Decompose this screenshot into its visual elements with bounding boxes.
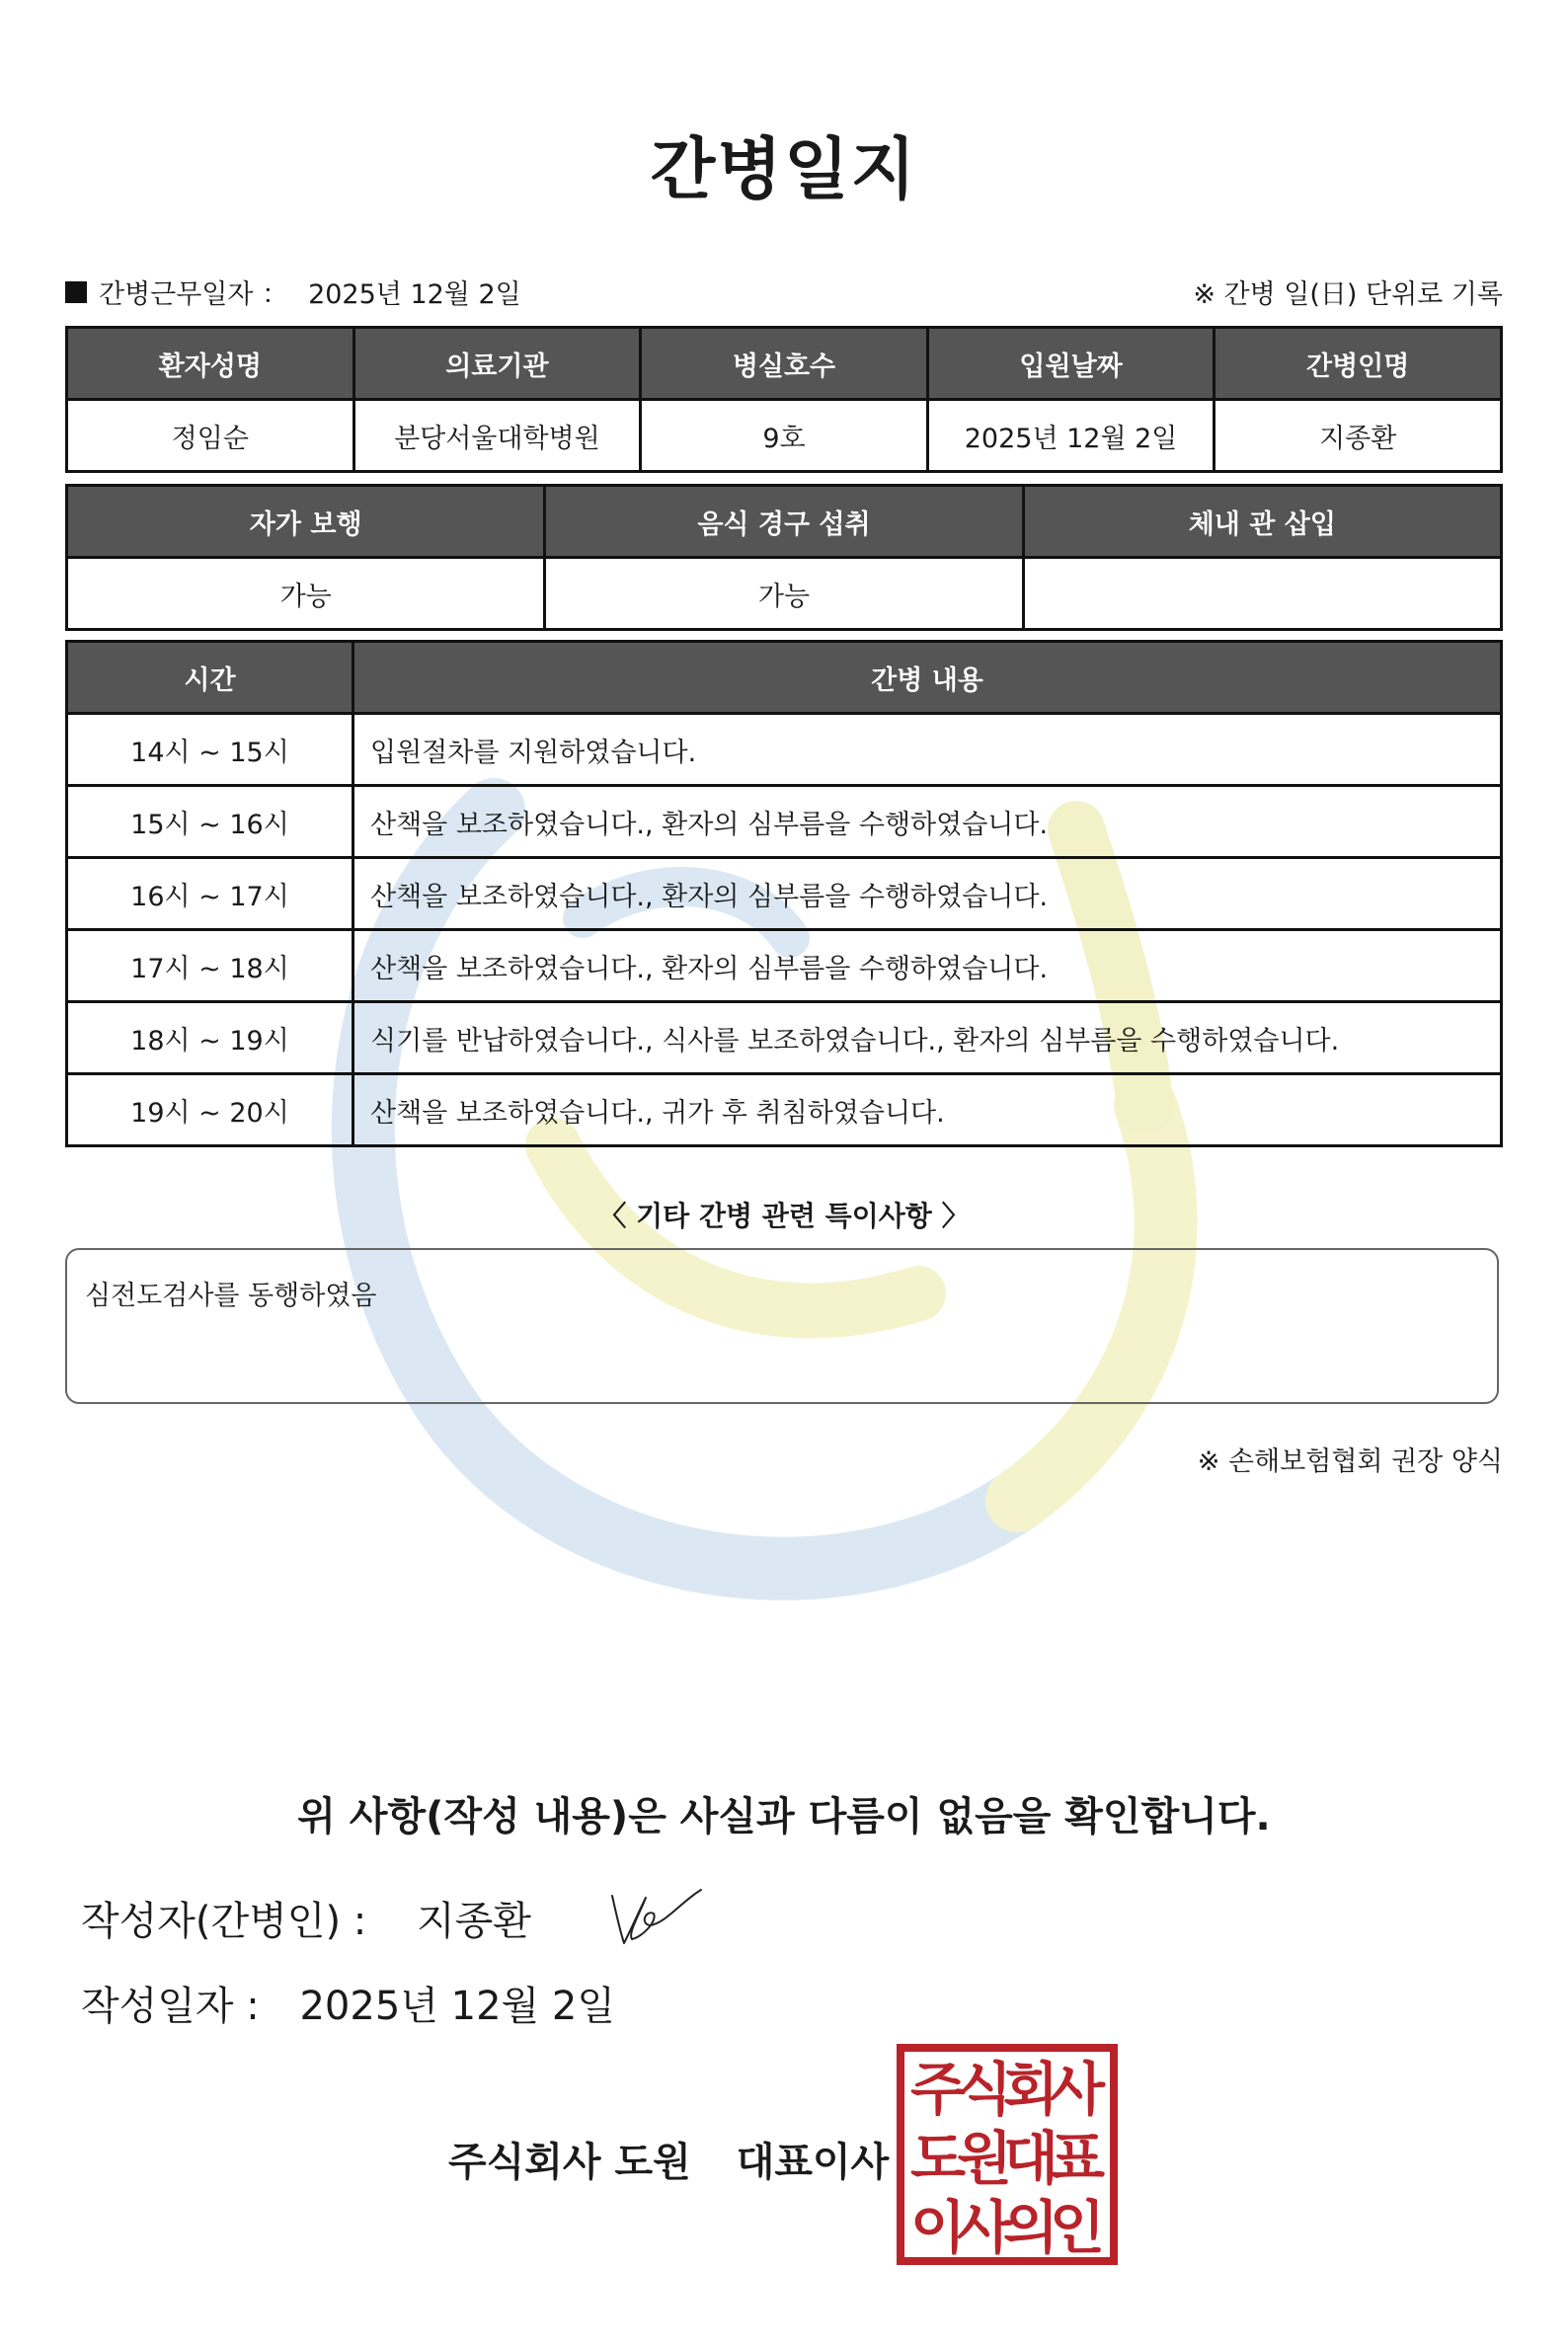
work-date-value: 2025년 12월 2일	[308, 279, 521, 310]
table-row	[67, 930, 1502, 1002]
work-date	[65, 273, 521, 311]
status-value-row	[67, 558, 1502, 630]
header-oral-intake: 음식 경구 섭취	[545, 486, 1023, 558]
hospital-name: 분당서울대학병원	[353, 400, 641, 472]
confirmation-statement: 위 사항(작성 내용)은 사실과 다름이 없음을 확인합니다.	[297, 1794, 1271, 1839]
svg-text:주: 주	[909, 2056, 967, 2123]
unit-note: ※ 간병 일(日) 단위로 기록	[1193, 279, 1503, 310]
square-bullet-icon	[65, 281, 87, 303]
work-date-label: 간병근무일자 ：	[99, 279, 289, 310]
patient-status-table	[65, 484, 1503, 631]
writer-name: 지종환	[416, 1899, 531, 1944]
written-date-line	[81, 1975, 615, 2031]
handwritten-signature	[606, 1878, 705, 1957]
form-footnote: ※ 손해보험협회 권장 양식	[1197, 1447, 1503, 1477]
patient-info-table	[65, 326, 1503, 473]
header-self-walking: 자가 보행	[67, 486, 545, 558]
ceo-title: 대표이사	[736, 2140, 890, 2185]
log-time: 19시 ~ 20시	[67, 1074, 353, 1146]
remarks-title: 〈 기타 간병 관련 특이사항 〉	[598, 1200, 970, 1232]
log-time: 15시 ~ 16시	[67, 786, 353, 858]
header-hospital: 의료기관	[353, 328, 641, 400]
tube-insertion-value	[1023, 558, 1501, 630]
written-date-value: 2025년 12월 2일	[299, 1984, 615, 2029]
table-row	[67, 1002, 1502, 1074]
document-title: 간병일지	[650, 131, 918, 209]
table-row	[67, 858, 1502, 930]
header-care-content: 간병 내용	[353, 642, 1502, 714]
log-time: 17시 ~ 18시	[67, 930, 353, 1002]
header-caregiver: 간병인명	[1215, 328, 1502, 400]
table-row	[67, 714, 1502, 786]
log-content: 산책을 보조하였습니다., 환자의 심부름을 수행하였습니다.	[353, 858, 1502, 930]
patient-header-row	[67, 328, 1502, 400]
table-row	[67, 786, 1502, 858]
header-tube-insertion: 체내 관 삽입	[1023, 486, 1501, 558]
room-number: 9호	[641, 400, 928, 472]
company-seal-stamp	[897, 2044, 1118, 2265]
svg-text:식: 식	[956, 2056, 1013, 2123]
self-walking-value: 가능	[67, 558, 545, 630]
care-log-table	[65, 640, 1503, 1147]
header-room: 병실호수	[641, 328, 928, 400]
log-time: 18시 ~ 19시	[67, 1002, 353, 1074]
admission-date: 2025년 12월 2일	[927, 400, 1215, 472]
oral-intake-value: 가능	[545, 558, 1023, 630]
log-time: 14시 ~ 15시	[67, 714, 353, 786]
log-header-row	[67, 642, 1502, 714]
writer-label: 작성자(간병인) :	[81, 1899, 367, 1944]
svg-text:인: 인	[1049, 2194, 1106, 2261]
log-content: 산책을 보조하였습니다., 귀가 후 취침하였습니다.	[353, 1074, 1502, 1146]
log-content: 입원절차를 지원하였습니다.	[353, 714, 1502, 786]
log-content: 식기를 반납하였습니다., 식사를 보조하였습니다., 환자의 심부름을 수행하였습니다.	[353, 1002, 1502, 1074]
log-content: 산책을 보조하였습니다., 환자의 심부름을 수행하였습니다.	[353, 786, 1502, 858]
patient-name: 정임순	[67, 400, 354, 472]
header-patient-name: 환자성명	[67, 328, 354, 400]
log-content: 산책을 보조하였습니다., 환자의 심부름을 수행하였습니다.	[353, 930, 1502, 1002]
company-signature-line	[448, 2131, 889, 2187]
svg-text:도: 도	[909, 2125, 967, 2192]
written-date-label: 작성일자 :	[81, 1984, 260, 2029]
log-time: 16시 ~ 17시	[67, 858, 353, 930]
header-time: 시간	[67, 642, 353, 714]
svg-text:원: 원	[956, 2125, 1013, 2192]
remarks-text: 심전도검사를 동행하였음	[85, 1281, 377, 1311]
remarks-box	[65, 1248, 1499, 1404]
table-row	[67, 1074, 1502, 1146]
svg-text:의: 의	[1002, 2194, 1059, 2261]
svg-text:이: 이	[909, 2194, 967, 2261]
svg-text:대: 대	[1002, 2125, 1059, 2192]
patient-value-row	[67, 400, 1502, 472]
status-header-row	[67, 486, 1502, 558]
caregiver-name: 지종환	[1215, 400, 1502, 472]
svg-text:회: 회	[1002, 2056, 1059, 2123]
company-name: 주식회사 도원	[448, 2140, 691, 2185]
svg-text:사: 사	[1049, 2056, 1106, 2123]
header-admission-date: 입원날짜	[927, 328, 1215, 400]
writer-line	[81, 1890, 531, 1946]
svg-text:사: 사	[956, 2194, 1013, 2261]
svg-text:표: 표	[1049, 2125, 1106, 2192]
